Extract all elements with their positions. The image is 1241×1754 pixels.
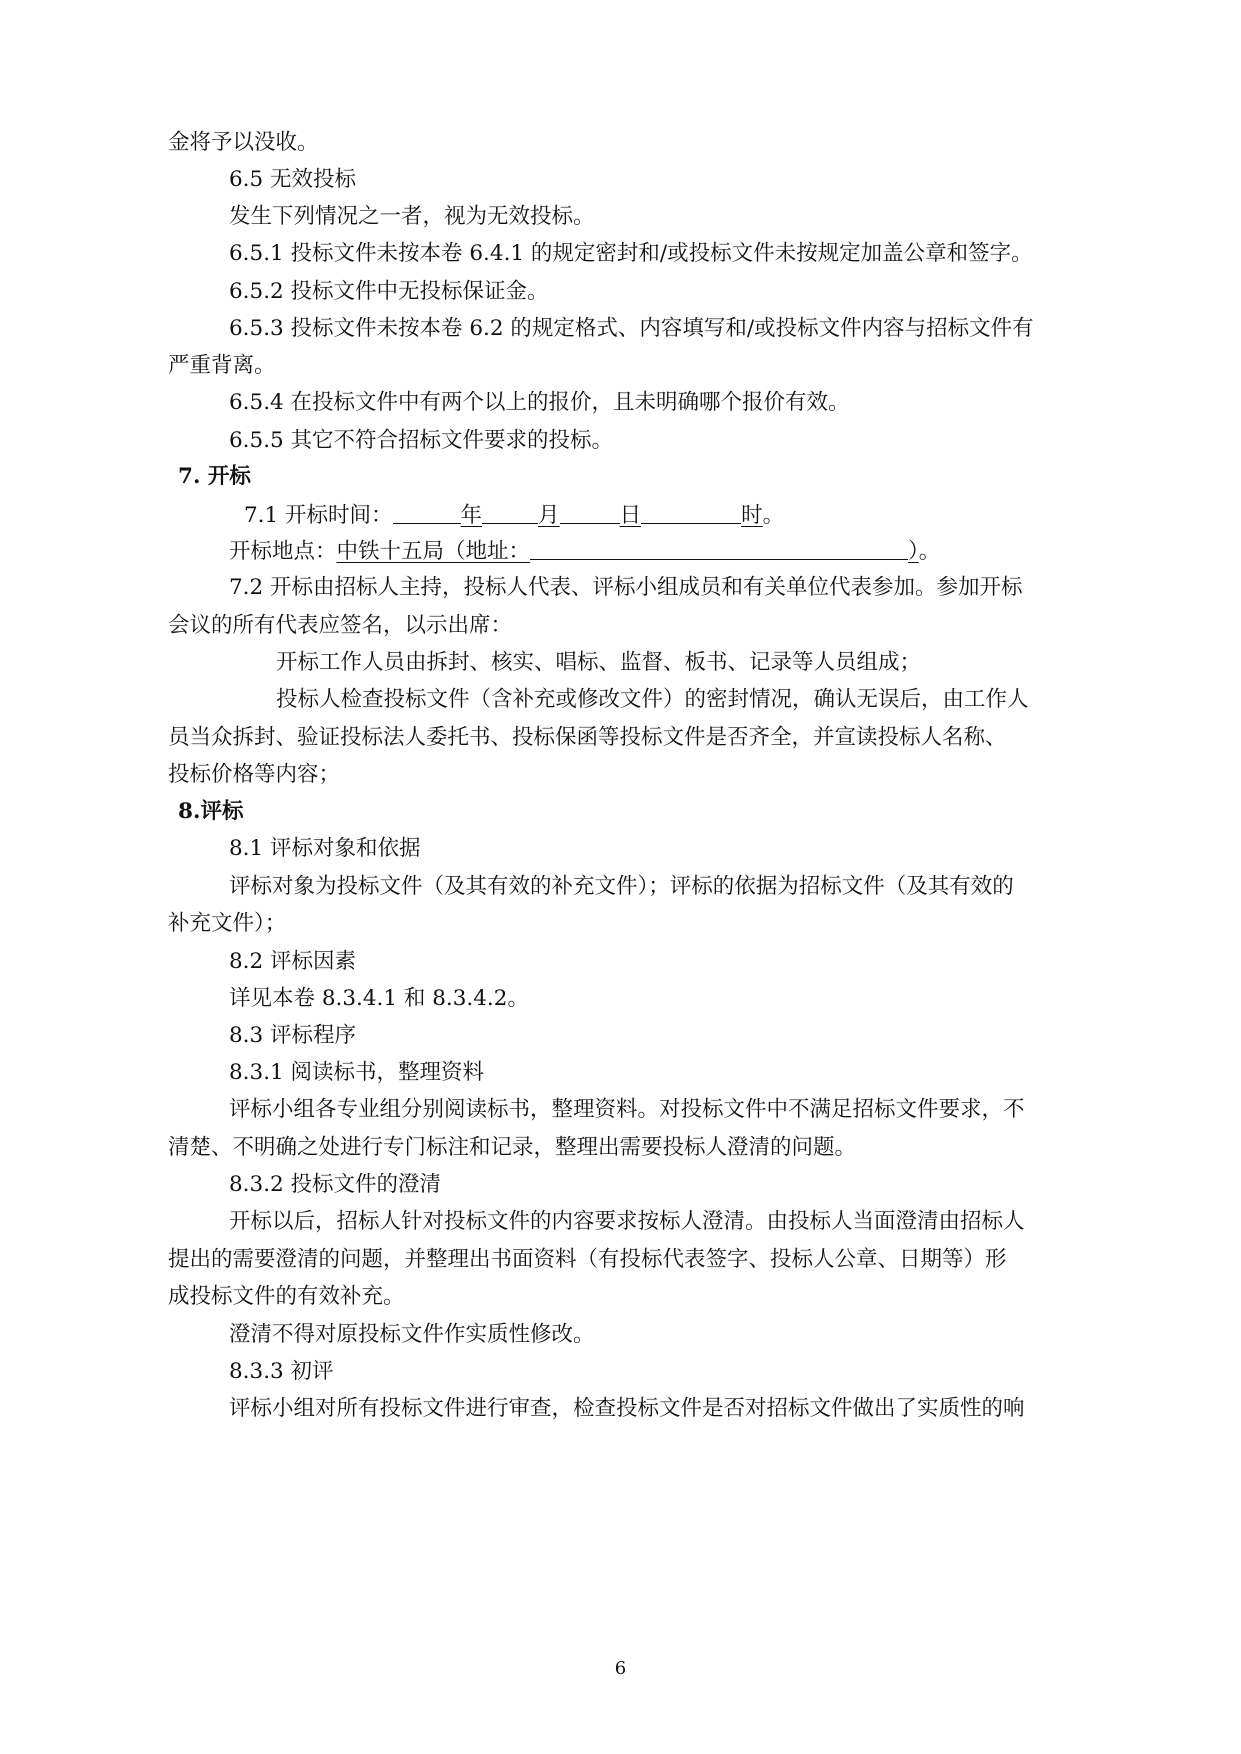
text-line: 评标对象为投标文件（及其有效的补充文件）；评标的依据为招标文件（及其有效的 bbox=[229, 874, 1014, 899]
period: 。 bbox=[762, 503, 785, 528]
section-heading-8-2: 8.2 评标因素 bbox=[229, 949, 357, 974]
text-line: 评标小组对所有投标文件进行审查，检查投标文件是否对招标文件做出了实质性的响 bbox=[229, 1396, 1025, 1421]
year-blank bbox=[393, 501, 461, 524]
text-line: 补充文件）； bbox=[168, 911, 287, 936]
address-blank bbox=[530, 537, 908, 560]
month-blank bbox=[482, 501, 538, 524]
page-number: 6 bbox=[614, 1658, 627, 1679]
clause-7-2: 7.2 开标由招标人主持，投标人代表、评标小组成员和有关单位代表参加。参加开标 bbox=[229, 575, 1023, 600]
text-line: 清楚、不明确之处进行专门标注和记录，整理出需要投标人澄清的问题。 bbox=[168, 1135, 857, 1160]
clause-6-5-1: 6.5.1 投标文件未按本卷 6.4.1 的规定密封和/或投标文件未按规定加盖公章和签字。 bbox=[229, 241, 1033, 266]
text-line: 开标工作人员由拆封、核实、唱标、监督、板书、记录等人员组成； bbox=[276, 650, 922, 675]
opening-time-label: 7.1 开标时间： bbox=[244, 503, 393, 528]
text-line: 详见本卷 8.3.4.1 和 8.3.4.2。 bbox=[229, 986, 529, 1011]
opening-time-line bbox=[244, 499, 784, 531]
section-heading-8-3-2: 8.3.2 投标文件的澄清 bbox=[229, 1172, 442, 1197]
section-heading-8-3-3: 8.3.3 初评 bbox=[229, 1359, 334, 1384]
text-line: 开标以后，招标人针对投标文件的内容要求按标人澄清。由投标人当面澄清由招标人 bbox=[229, 1209, 1025, 1234]
hour-blank bbox=[641, 501, 741, 524]
opening-place-label: 开标地点： bbox=[229, 539, 337, 564]
text-line: 严重背离。 bbox=[168, 353, 276, 378]
section-heading-8-3: 8.3 评标程序 bbox=[229, 1023, 357, 1048]
month-label: 月 bbox=[538, 503, 560, 528]
clause-6-5-4: 6.5.4 在投标文件中有两个以上的报价，且未明确哪个报价有效。 bbox=[229, 390, 850, 415]
section-heading-8: 8.评标 bbox=[178, 799, 244, 824]
year-label: 年 bbox=[460, 503, 483, 528]
opening-place-line bbox=[229, 535, 940, 567]
hour-label: 时 bbox=[741, 503, 763, 528]
opening-place-org: 中铁十五局（地址： bbox=[336, 539, 531, 564]
close-paren: ） bbox=[908, 539, 919, 564]
section-heading-8-3-1: 8.3.1 阅读标书，整理资料 bbox=[229, 1060, 485, 1085]
text-line: 会议的所有代表应签名，以示出席： bbox=[168, 613, 513, 638]
clause-6-5-3: 6.5.3 投标文件未按本卷 6.2 的规定格式、内容填写和/或投标文件内容与招标文件有 bbox=[229, 316, 1034, 341]
day-label: 日 bbox=[619, 503, 642, 528]
section-heading-7: 7. 开标 bbox=[178, 464, 251, 489]
clause-6-5-5: 6.5.5 其它不符合招标文件要求的投标。 bbox=[229, 428, 614, 453]
text-line: 澄清不得对原投标文件作实质性修改。 bbox=[229, 1322, 595, 1347]
text-line: 投标人检查投标文件（含补充或修改文件）的密封情况，确认无误后，由工作人 bbox=[276, 687, 1029, 712]
clause-6-5-2: 6.5.2 投标文件中无投标保证金。 bbox=[229, 279, 549, 304]
text-line: 金将予以没收。 bbox=[168, 130, 319, 155]
period: 。 bbox=[918, 539, 941, 564]
text-line: 发生下列情况之一者，视为无效投标。 bbox=[229, 204, 595, 229]
text-line: 投标价格等内容； bbox=[168, 762, 341, 787]
section-heading-8-1: 8.1 评标对象和依据 bbox=[229, 836, 421, 861]
text-line: 评标小组各专业组分别阅读标书，整理资料。对投标文件中不满足招标文件要求，不 bbox=[229, 1097, 1025, 1122]
text-line: 提出的需要澄清的问题，并整理出书面资料（有投标代表签字、投标人公章、日期等）形 bbox=[168, 1247, 1007, 1272]
section-heading-6-5: 6.5 无效投标 bbox=[229, 167, 357, 192]
text-line: 成投标文件的有效补充。 bbox=[168, 1284, 405, 1309]
day-blank bbox=[560, 501, 620, 524]
text-line: 员当众拆封、验证投标法人委托书、投标保函等投标文件是否齐全，并宣读投标人名称、 bbox=[168, 725, 1007, 750]
